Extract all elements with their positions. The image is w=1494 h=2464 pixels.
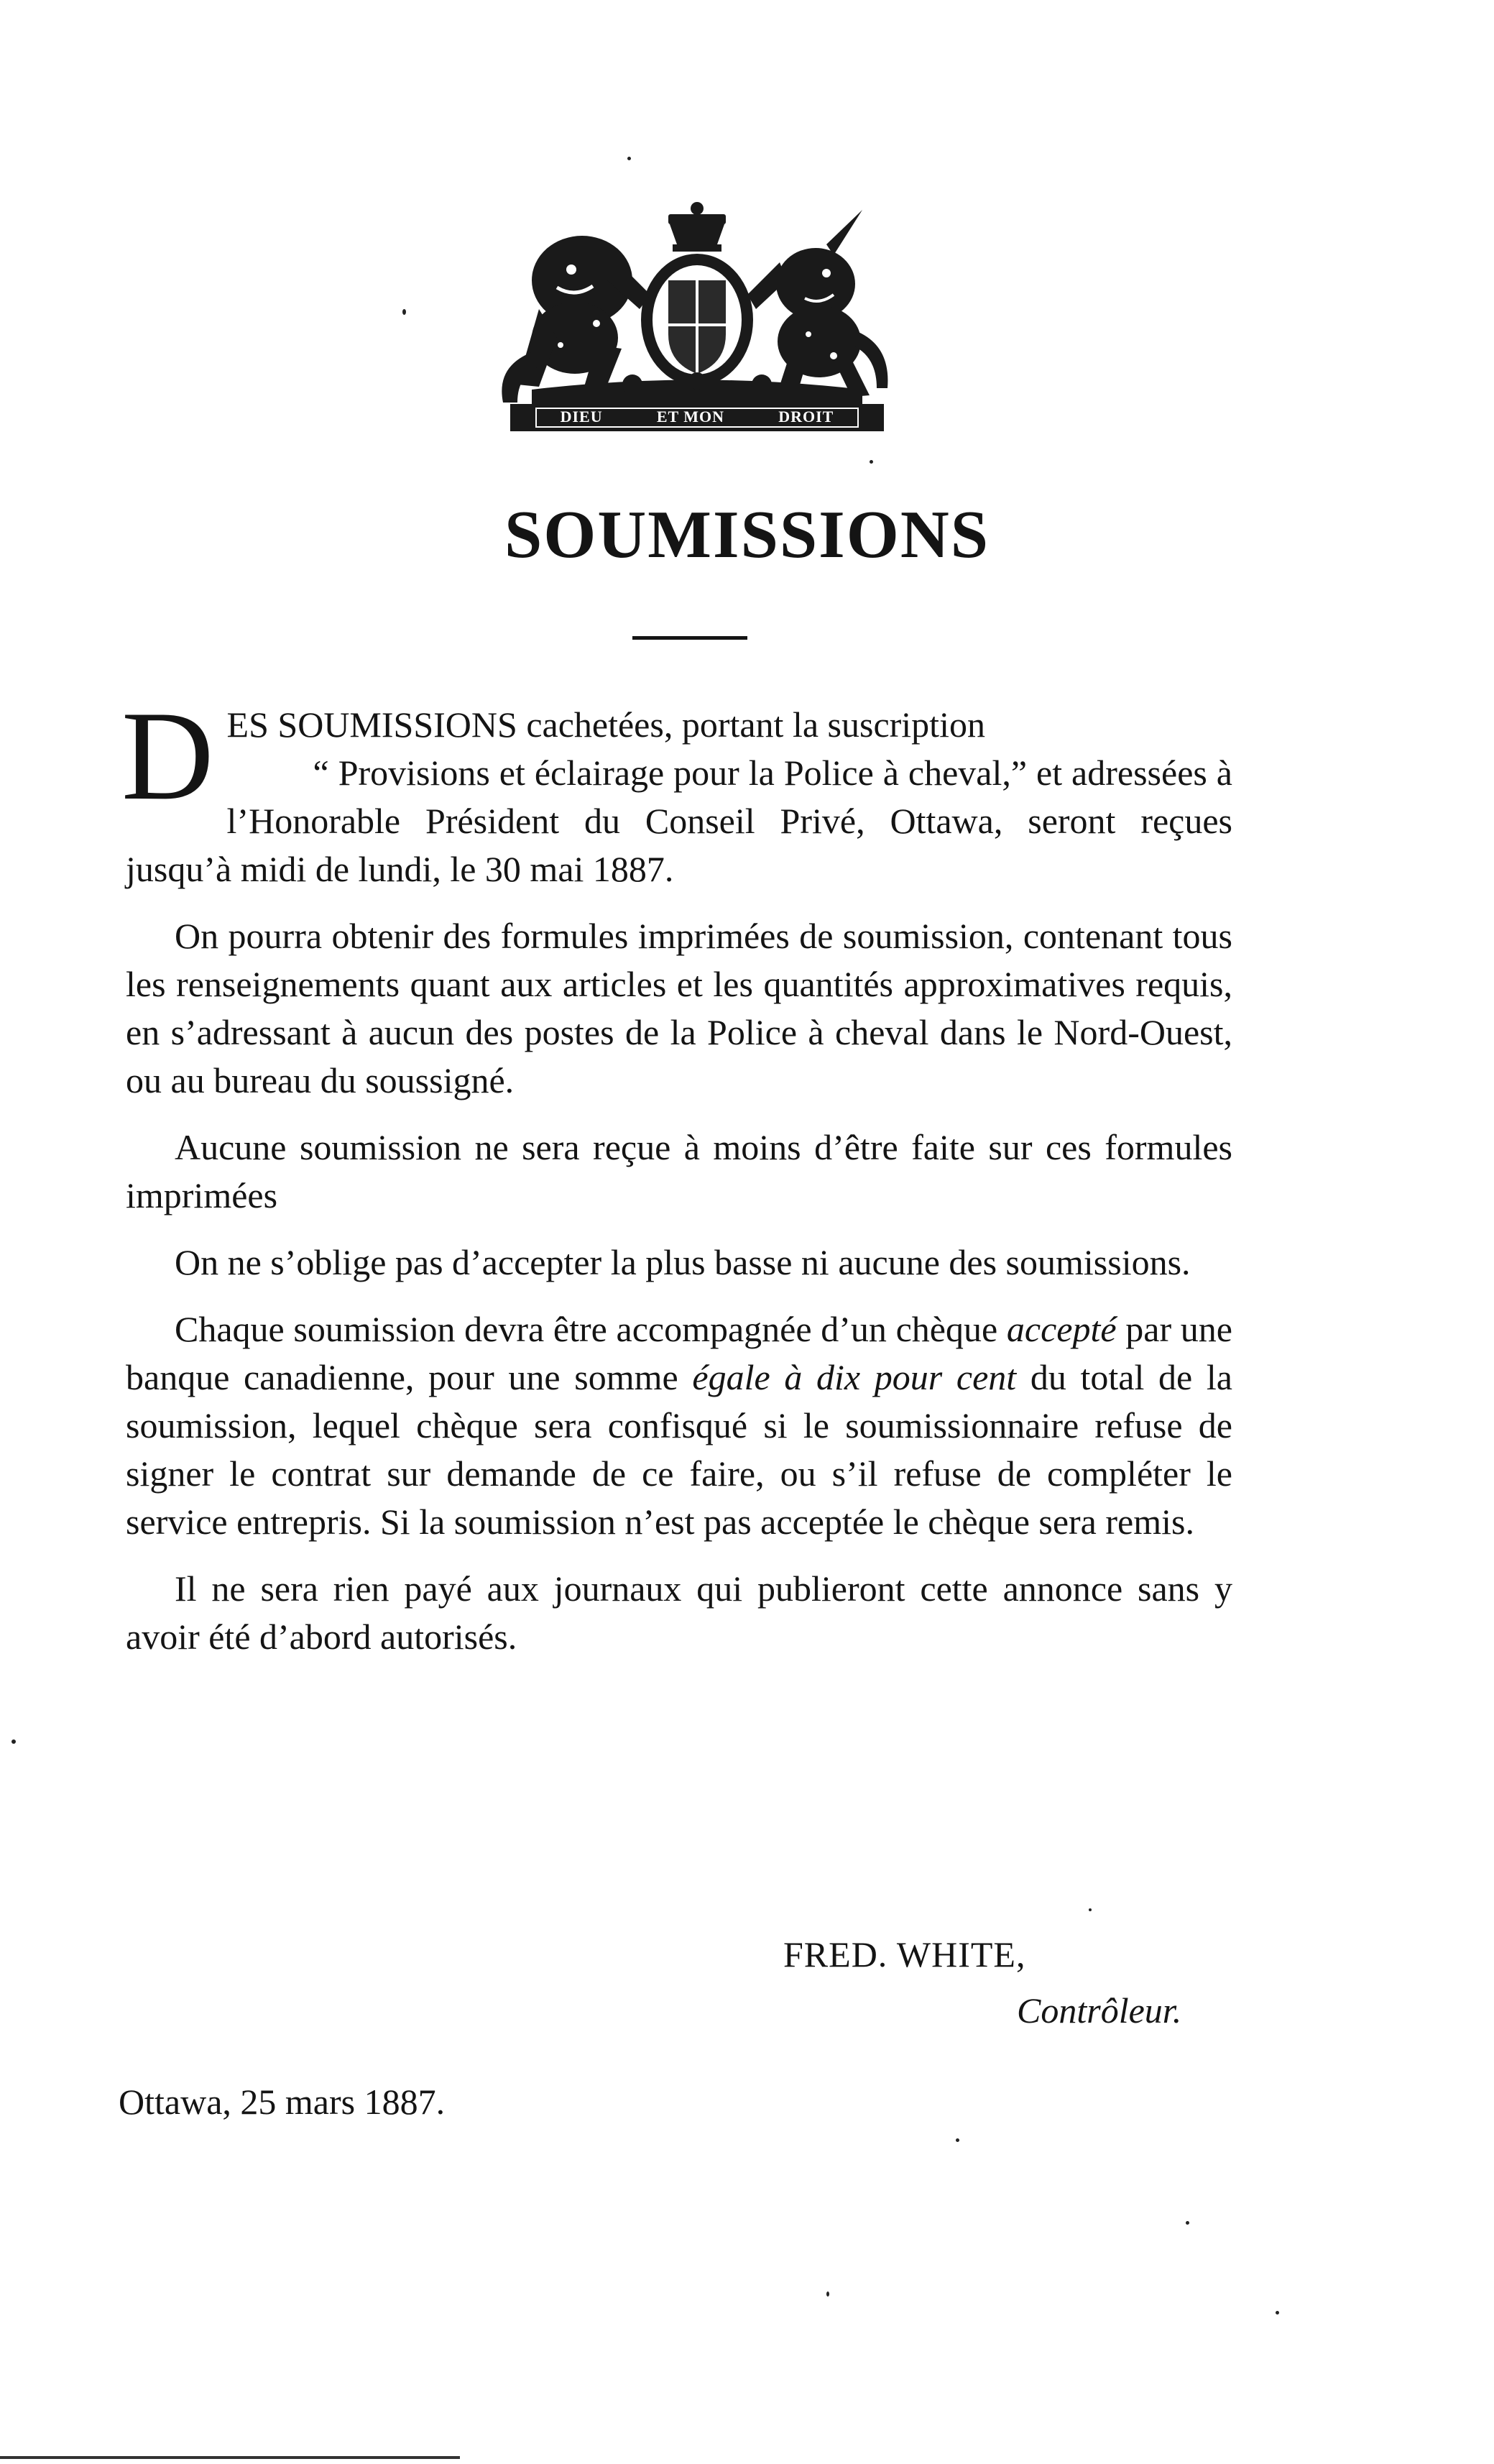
paragraph-5-part-e: du total de la soumission, lequel chèque sera confisqué si le soumissionnaire refuse de signer le contrat sur demande de ce faire, ou s’il refuse de compléter le service entrepris. Si la soumission n’est pas acceptée le chèque sera remis. — [126, 1357, 1232, 1542]
scan-speck — [826, 2291, 829, 2297]
motto-word: DROIT — [778, 408, 834, 426]
scan-speck — [1186, 2221, 1189, 2225]
crest-motto — [533, 404, 861, 430]
paragraph-5-part-c: par une banque canadienne, pour une somme — [126, 1309, 1232, 1397]
scan-speck — [870, 460, 873, 464]
scan-speck — [1089, 1908, 1092, 1911]
paragraph-1-line-2: “ Provisions et éclairage pour la Police à cheval,” et — [313, 753, 1063, 793]
scan-speck — [11, 1739, 16, 1744]
paragraph-5-part-a: Chaque soumission devra être accompagnée d’un chèque — [175, 1309, 998, 1349]
paragraph-5 — [126, 1305, 1232, 1546]
drop-cap: D — [121, 684, 214, 827]
scan-edge-line — [0, 2456, 460, 2459]
royal-coat-of-arms — [489, 201, 905, 438]
paragraph-1-line-1: ES SOUMISSIONS cachetées, portant la suscription — [226, 704, 985, 745]
paragraph-4: On ne s’oblige pas d’accepter la plus basse ni aucune des soumissions. — [175, 1242, 1191, 1282]
coat-of-arms-drawing — [489, 201, 905, 438]
paragraph-5-italic-egale: égale à dix pour cent — [692, 1357, 1017, 1397]
scan-speck — [627, 157, 631, 160]
scan-speck — [956, 2138, 959, 2142]
paragraph-3: Aucune soumission ne sera reçue à moins d’être faite sur ces formules imprimées — [126, 1127, 1232, 1215]
paragraph-1-rest: adressées à l’Honorable Président du Conseil Privé, Ottawa, seront reçues jusqu’à midi de lundi, le 30 mai 1887. — [126, 753, 1232, 889]
paragraph-1 — [121, 684, 1232, 893]
scan-speck — [1276, 2311, 1279, 2314]
signature-name: FRED. WHITE, — [783, 1934, 1026, 1975]
notice-body — [121, 684, 1232, 1680]
paragraph-6: Il ne sera rien payé aux journaux qui publieront cette annonce sans y avoir été d’abord autorisés. — [126, 1568, 1232, 1657]
page-title: SOUMISSIONS — [504, 497, 990, 572]
title-divider — [632, 636, 747, 640]
paragraph-5-italic-accepte: accepté — [1006, 1309, 1117, 1349]
motto-word: DIEU — [560, 408, 603, 426]
paragraph-2: On pourra obtenir des formules imprimées de soumission, contenant tous les renseignements quant aux articles et les quantités approximatives requis, en s’adressant à aucun des postes de la Police à cheval dans le Nord-Ouest, ou au bureau du soussigné. — [126, 916, 1232, 1100]
signature-title: Contrôleur. — [1017, 1990, 1182, 2031]
scan-speck — [402, 309, 406, 315]
motto-word: ET MON — [656, 408, 725, 426]
dateline: Ottawa, 25 mars 1887. — [119, 2082, 446, 2122]
